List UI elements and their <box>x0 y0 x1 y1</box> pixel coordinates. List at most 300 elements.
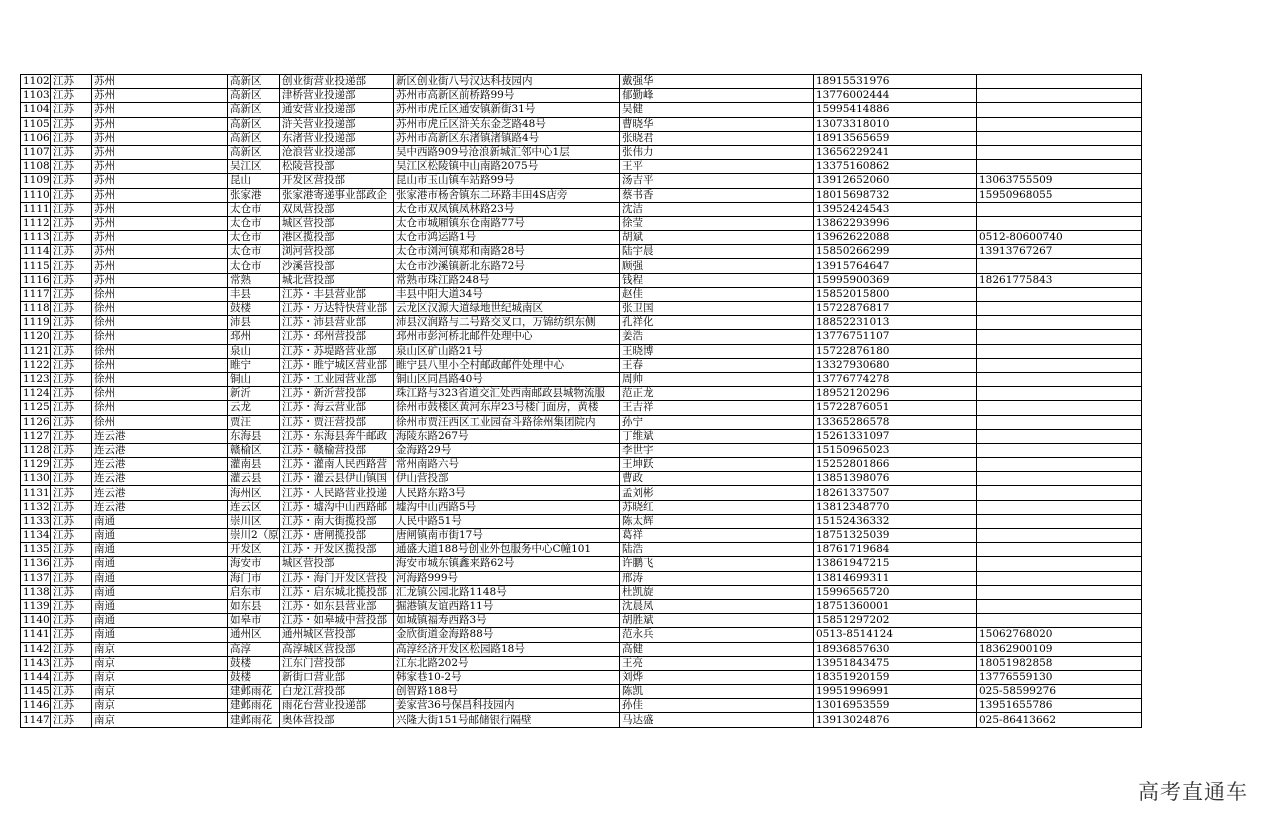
district-cell: 崇川2（原 <box>228 529 280 543</box>
contact-name-cell: 胡胜斌 <box>620 614 814 628</box>
address-cell: 兴隆大街151号邮储银行隔壁 <box>394 713 620 727</box>
row-number-cell: 1144 <box>21 670 51 684</box>
district-cell: 海安市 <box>228 557 280 571</box>
outlet-name-cell: 城北营投部 <box>280 273 394 287</box>
outlet-name-cell: 江苏・贾汪营投部 <box>280 415 394 429</box>
alt-phone-cell <box>977 599 1142 613</box>
district-cell: 鼓楼 <box>228 670 280 684</box>
province-cell: 江苏 <box>51 188 92 202</box>
city-cell: 苏州 <box>92 117 228 131</box>
contact-name-cell: 孔祥化 <box>620 316 814 330</box>
city-cell: 徐州 <box>92 401 228 415</box>
contact-name-cell: 陈凯 <box>620 685 814 699</box>
table-row <box>21 571 1142 585</box>
contact-name-cell: 杜凯旋 <box>620 585 814 599</box>
address-cell: 创智路188号 <box>394 685 620 699</box>
alt-phone-cell <box>977 401 1142 415</box>
table-row <box>21 316 1142 330</box>
district-cell: 太仓市 <box>228 245 280 259</box>
province-cell: 江苏 <box>51 628 92 642</box>
row-number-cell: 1109 <box>21 174 51 188</box>
district-cell: 高新区 <box>228 145 280 159</box>
phone-cell: 15152436332 <box>814 514 977 528</box>
city-cell: 连云港 <box>92 500 228 514</box>
outlet-name-cell: 江苏・睢宁城区营业部 <box>280 358 394 372</box>
table-row <box>21 302 1142 316</box>
row-number-cell: 1103 <box>21 89 51 103</box>
table-row <box>21 75 1142 89</box>
address-cell: 苏州市虎丘区通安镇新街31号 <box>394 103 620 117</box>
address-cell: 金欣街道金海路88号 <box>394 628 620 642</box>
table-row <box>21 387 1142 401</box>
contact-name-cell: 钱程 <box>620 273 814 287</box>
city-cell: 南通 <box>92 614 228 628</box>
table-row <box>21 500 1142 514</box>
province-cell: 江苏 <box>51 529 92 543</box>
contact-name-cell: 吴健 <box>620 103 814 117</box>
phone-cell: 13812348770 <box>814 500 977 514</box>
phone-cell: 18936857630 <box>814 642 977 656</box>
province-cell: 江苏 <box>51 245 92 259</box>
contact-name-cell: 陆宇晨 <box>620 245 814 259</box>
alt-phone-cell <box>977 287 1142 301</box>
province-cell: 江苏 <box>51 287 92 301</box>
city-cell: 南京 <box>92 642 228 656</box>
alt-phone-cell <box>977 145 1142 159</box>
province-cell: 江苏 <box>51 103 92 117</box>
row-number-cell: 1139 <box>21 599 51 613</box>
phone-cell: 13851398076 <box>814 472 977 486</box>
district-cell: 建邺雨花 <box>228 685 280 699</box>
row-number-cell: 1126 <box>21 415 51 429</box>
city-cell: 苏州 <box>92 160 228 174</box>
contact-name-cell: 王坤跃 <box>620 458 814 472</box>
province-cell: 江苏 <box>51 486 92 500</box>
district-cell: 高新区 <box>228 89 280 103</box>
district-cell: 新沂 <box>228 387 280 401</box>
row-number-cell: 1136 <box>21 557 51 571</box>
district-cell: 丰县 <box>228 287 280 301</box>
address-cell: 姜家营36号保昌科技园内 <box>394 699 620 713</box>
province-cell: 江苏 <box>51 514 92 528</box>
outlet-name-cell: 张家港寄递事业部政企 <box>280 188 394 202</box>
city-cell: 徐州 <box>92 358 228 372</box>
phone-cell: 0513-8514124 <box>814 628 977 642</box>
alt-phone-cell <box>977 103 1142 117</box>
city-cell: 苏州 <box>92 188 228 202</box>
address-cell: 唐闸镇南市街17号 <box>394 529 620 543</box>
province-cell: 江苏 <box>51 174 92 188</box>
address-cell: 海陵东路267号 <box>394 429 620 443</box>
table-row <box>21 103 1142 117</box>
outlet-name-cell: 开发区营投部 <box>280 174 394 188</box>
table-body <box>21 75 1142 728</box>
city-cell: 南通 <box>92 514 228 528</box>
city-cell: 南通 <box>92 571 228 585</box>
contact-name-cell: 陆浩 <box>620 543 814 557</box>
table-row <box>21 160 1142 174</box>
province-cell: 江苏 <box>51 344 92 358</box>
outlet-name-cell: 江苏・新沂营投部 <box>280 387 394 401</box>
phone-cell: 15850266299 <box>814 245 977 259</box>
alt-phone-cell <box>977 131 1142 145</box>
phone-cell: 13776774278 <box>814 372 977 386</box>
province-cell: 江苏 <box>51 642 92 656</box>
contact-name-cell: 沈晨凤 <box>620 599 814 613</box>
outlet-table <box>20 74 1142 728</box>
district-cell: 铜山 <box>228 372 280 386</box>
alt-phone-cell: 13951655786 <box>977 699 1142 713</box>
row-number-cell: 1134 <box>21 529 51 543</box>
alt-phone-cell: 18051982858 <box>977 656 1142 670</box>
district-cell: 高新区 <box>228 75 280 89</box>
district-cell: 太仓市 <box>228 231 280 245</box>
phone-cell: 15851297202 <box>814 614 977 628</box>
address-cell: 徐州市鼓楼区黄河东岸23号楼门面房，黄楼 <box>394 401 620 415</box>
contact-name-cell: 徐莹 <box>620 216 814 230</box>
table-row <box>21 401 1142 415</box>
district-cell: 如东县 <box>228 599 280 613</box>
city-cell: 苏州 <box>92 259 228 273</box>
contact-name-cell: 胡斌 <box>620 231 814 245</box>
district-cell: 泉山 <box>228 344 280 358</box>
contact-name-cell: 孟刘彬 <box>620 486 814 500</box>
outlet-name-cell: 江苏・启东城北揽投部 <box>280 585 394 599</box>
row-number-cell: 1132 <box>21 500 51 514</box>
alt-phone-cell <box>977 429 1142 443</box>
province-cell: 江苏 <box>51 599 92 613</box>
alt-phone-cell: 18261775843 <box>977 273 1142 287</box>
address-cell: 吴中西路909号沧浪新城汇邻中心1层 <box>394 145 620 159</box>
outlet-name-cell: 双凤营投部 <box>280 202 394 216</box>
city-cell: 南京 <box>92 699 228 713</box>
alt-phone-cell <box>977 75 1142 89</box>
row-number-cell: 1110 <box>21 188 51 202</box>
table-row <box>21 543 1142 557</box>
contact-name-cell: 王吉祥 <box>620 401 814 415</box>
district-cell: 开发区 <box>228 543 280 557</box>
province-cell: 江苏 <box>51 316 92 330</box>
city-cell: 徐州 <box>92 344 228 358</box>
outlet-name-cell: 港区揽投部 <box>280 231 394 245</box>
table-row <box>21 202 1142 216</box>
district-cell: 赣榆区 <box>228 443 280 457</box>
outlet-name-cell: 城区营投部 <box>280 216 394 230</box>
phone-cell: 13915764647 <box>814 259 977 273</box>
address-cell: 掘港镇友谊西路11号 <box>394 599 620 613</box>
table-row <box>21 273 1142 287</box>
contact-name-cell: 范永兵 <box>620 628 814 642</box>
address-cell: 韩家巷10-2号 <box>394 670 620 684</box>
address-cell: 邳州市彭河桥北邮件处理中心 <box>394 330 620 344</box>
province-cell: 江苏 <box>51 472 92 486</box>
alt-phone-cell <box>977 216 1142 230</box>
outlet-name-cell: 新街口营业部 <box>280 670 394 684</box>
phone-cell: 13776002444 <box>814 89 977 103</box>
phone-cell: 18015698732 <box>814 188 977 202</box>
row-number-cell: 1124 <box>21 387 51 401</box>
table-row <box>21 443 1142 457</box>
row-number-cell: 1137 <box>21 571 51 585</box>
contact-name-cell: 丁维斌 <box>620 429 814 443</box>
contact-name-cell: 陈太辉 <box>620 514 814 528</box>
address-cell: 苏州市虎丘区浒关东金芝路48号 <box>394 117 620 131</box>
phone-cell: 18915531976 <box>814 75 977 89</box>
city-cell: 徐州 <box>92 287 228 301</box>
district-cell: 鼓楼 <box>228 656 280 670</box>
city-cell: 连云港 <box>92 443 228 457</box>
address-cell: 高淳经济开发区松园路18号 <box>394 642 620 656</box>
contact-name-cell: 张伟力 <box>620 145 814 159</box>
address-cell: 珠江路与323省道交汇处西南邮政县城物流服 <box>394 387 620 401</box>
outlet-name-cell: 江苏・灌云县伊山镇国 <box>280 472 394 486</box>
alt-phone-cell: 0512-80600740 <box>977 231 1142 245</box>
outlet-name-cell: 江苏・南大街揽投部 <box>280 514 394 528</box>
outlet-name-cell: 江苏・沛县营业部 <box>280 316 394 330</box>
contact-name-cell: 汤吉平 <box>620 174 814 188</box>
district-cell: 高新区 <box>228 117 280 131</box>
address-cell: 人民路东路3号 <box>394 486 620 500</box>
province-cell: 江苏 <box>51 145 92 159</box>
phone-cell: 13861947215 <box>814 557 977 571</box>
address-cell: 伊山营投部 <box>394 472 620 486</box>
city-cell: 南京 <box>92 656 228 670</box>
row-number-cell: 1120 <box>21 330 51 344</box>
district-cell: 太仓市 <box>228 202 280 216</box>
outlet-name-cell: 江苏・人民路营业投递 <box>280 486 394 500</box>
alt-phone-cell <box>977 543 1142 557</box>
phone-cell: 15995414886 <box>814 103 977 117</box>
district-cell: 邳州 <box>228 330 280 344</box>
province-cell: 江苏 <box>51 670 92 684</box>
outlet-name-cell: 江苏・东海县奔牛邮政 <box>280 429 394 443</box>
contact-name-cell: 顾强 <box>620 259 814 273</box>
phone-cell: 18852231013 <box>814 316 977 330</box>
outlet-name-cell: 东渚营业投递部 <box>280 131 394 145</box>
outlet-name-cell: 江苏・海门开发区营投 <box>280 571 394 585</box>
contact-name-cell: 戴强华 <box>620 75 814 89</box>
district-cell: 如皋市 <box>228 614 280 628</box>
province-cell: 江苏 <box>51 131 92 145</box>
address-cell: 人民中路51号 <box>394 514 620 528</box>
district-cell: 启东市 <box>228 585 280 599</box>
district-cell: 太仓市 <box>228 216 280 230</box>
contact-name-cell: 许鹏飞 <box>620 557 814 571</box>
phone-cell: 18751360001 <box>814 599 977 613</box>
phone-cell: 13814699311 <box>814 571 977 585</box>
contact-name-cell: 邢涛 <box>620 571 814 585</box>
outlet-name-cell: 江东门营投部 <box>280 656 394 670</box>
address-cell: 苏州市高新区前桥路99号 <box>394 89 620 103</box>
city-cell: 徐州 <box>92 387 228 401</box>
alt-phone-cell <box>977 486 1142 500</box>
district-cell: 连云区 <box>228 500 280 514</box>
alt-phone-cell <box>977 259 1142 273</box>
outlet-name-cell: 奥体营投部 <box>280 713 394 727</box>
phone-cell: 13912652060 <box>814 174 977 188</box>
province-cell: 江苏 <box>51 273 92 287</box>
phone-cell: 13073318010 <box>814 117 977 131</box>
phone-cell: 18261337507 <box>814 486 977 500</box>
alt-phone-cell <box>977 443 1142 457</box>
outlet-name-cell: 城区营投部 <box>280 557 394 571</box>
address-cell: 太仓市双凤镇凤林路23号 <box>394 202 620 216</box>
phone-cell: 15995900369 <box>814 273 977 287</box>
alt-phone-cell <box>977 585 1142 599</box>
address-cell: 苏州市高新区东渚镇渚镇路4号 <box>394 131 620 145</box>
table-row <box>21 514 1142 528</box>
phone-cell: 13952424543 <box>814 202 977 216</box>
city-cell: 苏州 <box>92 273 228 287</box>
row-number-cell: 1146 <box>21 699 51 713</box>
province-cell: 江苏 <box>51 543 92 557</box>
district-cell: 高新区 <box>228 131 280 145</box>
phone-cell: 18952120296 <box>814 387 977 401</box>
alt-phone-cell: 18362900109 <box>977 642 1142 656</box>
row-number-cell: 1108 <box>21 160 51 174</box>
alt-phone-cell <box>977 316 1142 330</box>
phone-cell: 18913565659 <box>814 131 977 145</box>
alt-phone-cell: 025-58599276 <box>977 685 1142 699</box>
table-row <box>21 458 1142 472</box>
city-cell: 苏州 <box>92 103 228 117</box>
address-cell: 新区创业街八号汉达科技园内 <box>394 75 620 89</box>
alt-phone-cell: 15950968055 <box>977 188 1142 202</box>
phone-cell: 15996565720 <box>814 585 977 599</box>
address-cell: 常熟市珠江路248号 <box>394 273 620 287</box>
alt-phone-cell <box>977 89 1142 103</box>
row-number-cell: 1128 <box>21 443 51 457</box>
city-cell: 徐州 <box>92 415 228 429</box>
province-cell: 江苏 <box>51 387 92 401</box>
province-cell: 江苏 <box>51 401 92 415</box>
city-cell: 连云港 <box>92 472 228 486</box>
phone-cell: 13862293996 <box>814 216 977 230</box>
table-row <box>21 486 1142 500</box>
table-row <box>21 231 1142 245</box>
district-cell: 睢宁 <box>228 358 280 372</box>
alt-phone-cell <box>977 514 1142 528</box>
city-cell: 南通 <box>92 585 228 599</box>
row-number-cell: 1114 <box>21 245 51 259</box>
city-cell: 苏州 <box>92 75 228 89</box>
address-cell: 张家港市杨舍镇东二环路丰田4S店旁 <box>394 188 620 202</box>
contact-name-cell: 周帅 <box>620 372 814 386</box>
district-cell: 东海县 <box>228 429 280 443</box>
alt-phone-cell <box>977 614 1142 628</box>
alt-phone-cell <box>977 529 1142 543</box>
phone-cell: 19951996991 <box>814 685 977 699</box>
province-cell: 江苏 <box>51 443 92 457</box>
address-cell: 海安市城东镇鑫来路62号 <box>394 557 620 571</box>
province-cell: 江苏 <box>51 117 92 131</box>
outlet-name-cell: 江苏・灌南人民西路营 <box>280 458 394 472</box>
alt-phone-cell: 13063755509 <box>977 174 1142 188</box>
alt-phone-cell <box>977 458 1142 472</box>
row-number-cell: 1133 <box>21 514 51 528</box>
city-cell: 苏州 <box>92 89 228 103</box>
phone-cell: 18761719684 <box>814 543 977 557</box>
outlet-name-cell: 江苏・万达特快营业部 <box>280 302 394 316</box>
district-cell: 常熟 <box>228 273 280 287</box>
alt-phone-cell <box>977 117 1142 131</box>
contact-name-cell: 王春 <box>620 358 814 372</box>
alt-phone-cell <box>977 358 1142 372</box>
row-number-cell: 1140 <box>21 614 51 628</box>
contact-name-cell: 高健 <box>620 642 814 656</box>
phone-cell: 13365286578 <box>814 415 977 429</box>
row-number-cell: 1147 <box>21 713 51 727</box>
alt-phone-cell <box>977 372 1142 386</box>
address-cell: 太仓市城厢镇东仓南路77号 <box>394 216 620 230</box>
contact-name-cell: 曹政 <box>620 472 814 486</box>
contact-name-cell: 姜浩 <box>620 330 814 344</box>
alt-phone-cell <box>977 571 1142 585</box>
table-row <box>21 472 1142 486</box>
contact-name-cell: 孙佳 <box>620 699 814 713</box>
contact-name-cell: 马达盛 <box>620 713 814 727</box>
district-cell: 昆山 <box>228 174 280 188</box>
province-cell: 江苏 <box>51 500 92 514</box>
contact-name-cell: 蔡书香 <box>620 188 814 202</box>
province-cell: 江苏 <box>51 358 92 372</box>
row-number-cell: 1125 <box>21 401 51 415</box>
district-cell: 海州区 <box>228 486 280 500</box>
city-cell: 南通 <box>92 599 228 613</box>
province-cell: 江苏 <box>51 415 92 429</box>
contact-name-cell: 赵佳 <box>620 287 814 301</box>
address-cell: 太仓市鸿运路1号 <box>394 231 620 245</box>
table-row <box>21 358 1142 372</box>
table-row <box>21 188 1142 202</box>
table-row <box>21 557 1142 571</box>
table-row <box>21 628 1142 642</box>
province-cell: 江苏 <box>51 685 92 699</box>
district-cell: 吴江区 <box>228 160 280 174</box>
city-cell: 南通 <box>92 628 228 642</box>
table-row <box>21 287 1142 301</box>
province-cell: 江苏 <box>51 571 92 585</box>
contact-name-cell: 王亮 <box>620 656 814 670</box>
province-cell: 江苏 <box>51 699 92 713</box>
table-row <box>21 429 1142 443</box>
table-row <box>21 344 1142 358</box>
outlet-name-cell: 江苏・如东县营业部 <box>280 599 394 613</box>
district-cell: 建邺雨花 <box>228 713 280 727</box>
province-cell: 江苏 <box>51 557 92 571</box>
address-cell: 吴江区松陵镇中山南路2075号 <box>394 160 620 174</box>
address-cell: 河海路999号 <box>394 571 620 585</box>
table-row <box>21 415 1142 429</box>
row-number-cell: 1122 <box>21 358 51 372</box>
city-cell: 南通 <box>92 529 228 543</box>
city-cell: 苏州 <box>92 245 228 259</box>
table-row <box>21 699 1142 713</box>
outlet-name-cell: 浒关营业投递部 <box>280 117 394 131</box>
city-cell: 连云港 <box>92 486 228 500</box>
table-row <box>21 372 1142 386</box>
province-cell: 江苏 <box>51 160 92 174</box>
outlet-name-cell: 江苏・海云营业部 <box>280 401 394 415</box>
province-cell: 江苏 <box>51 656 92 670</box>
alt-phone-cell: 15062768020 <box>977 628 1142 642</box>
city-cell: 苏州 <box>92 131 228 145</box>
row-number-cell: 1138 <box>21 585 51 599</box>
table-row <box>21 614 1142 628</box>
phone-cell: 13776751107 <box>814 330 977 344</box>
outlet-name-cell: 沧浪营业投递部 <box>280 145 394 159</box>
contact-name-cell: 张晓君 <box>620 131 814 145</box>
